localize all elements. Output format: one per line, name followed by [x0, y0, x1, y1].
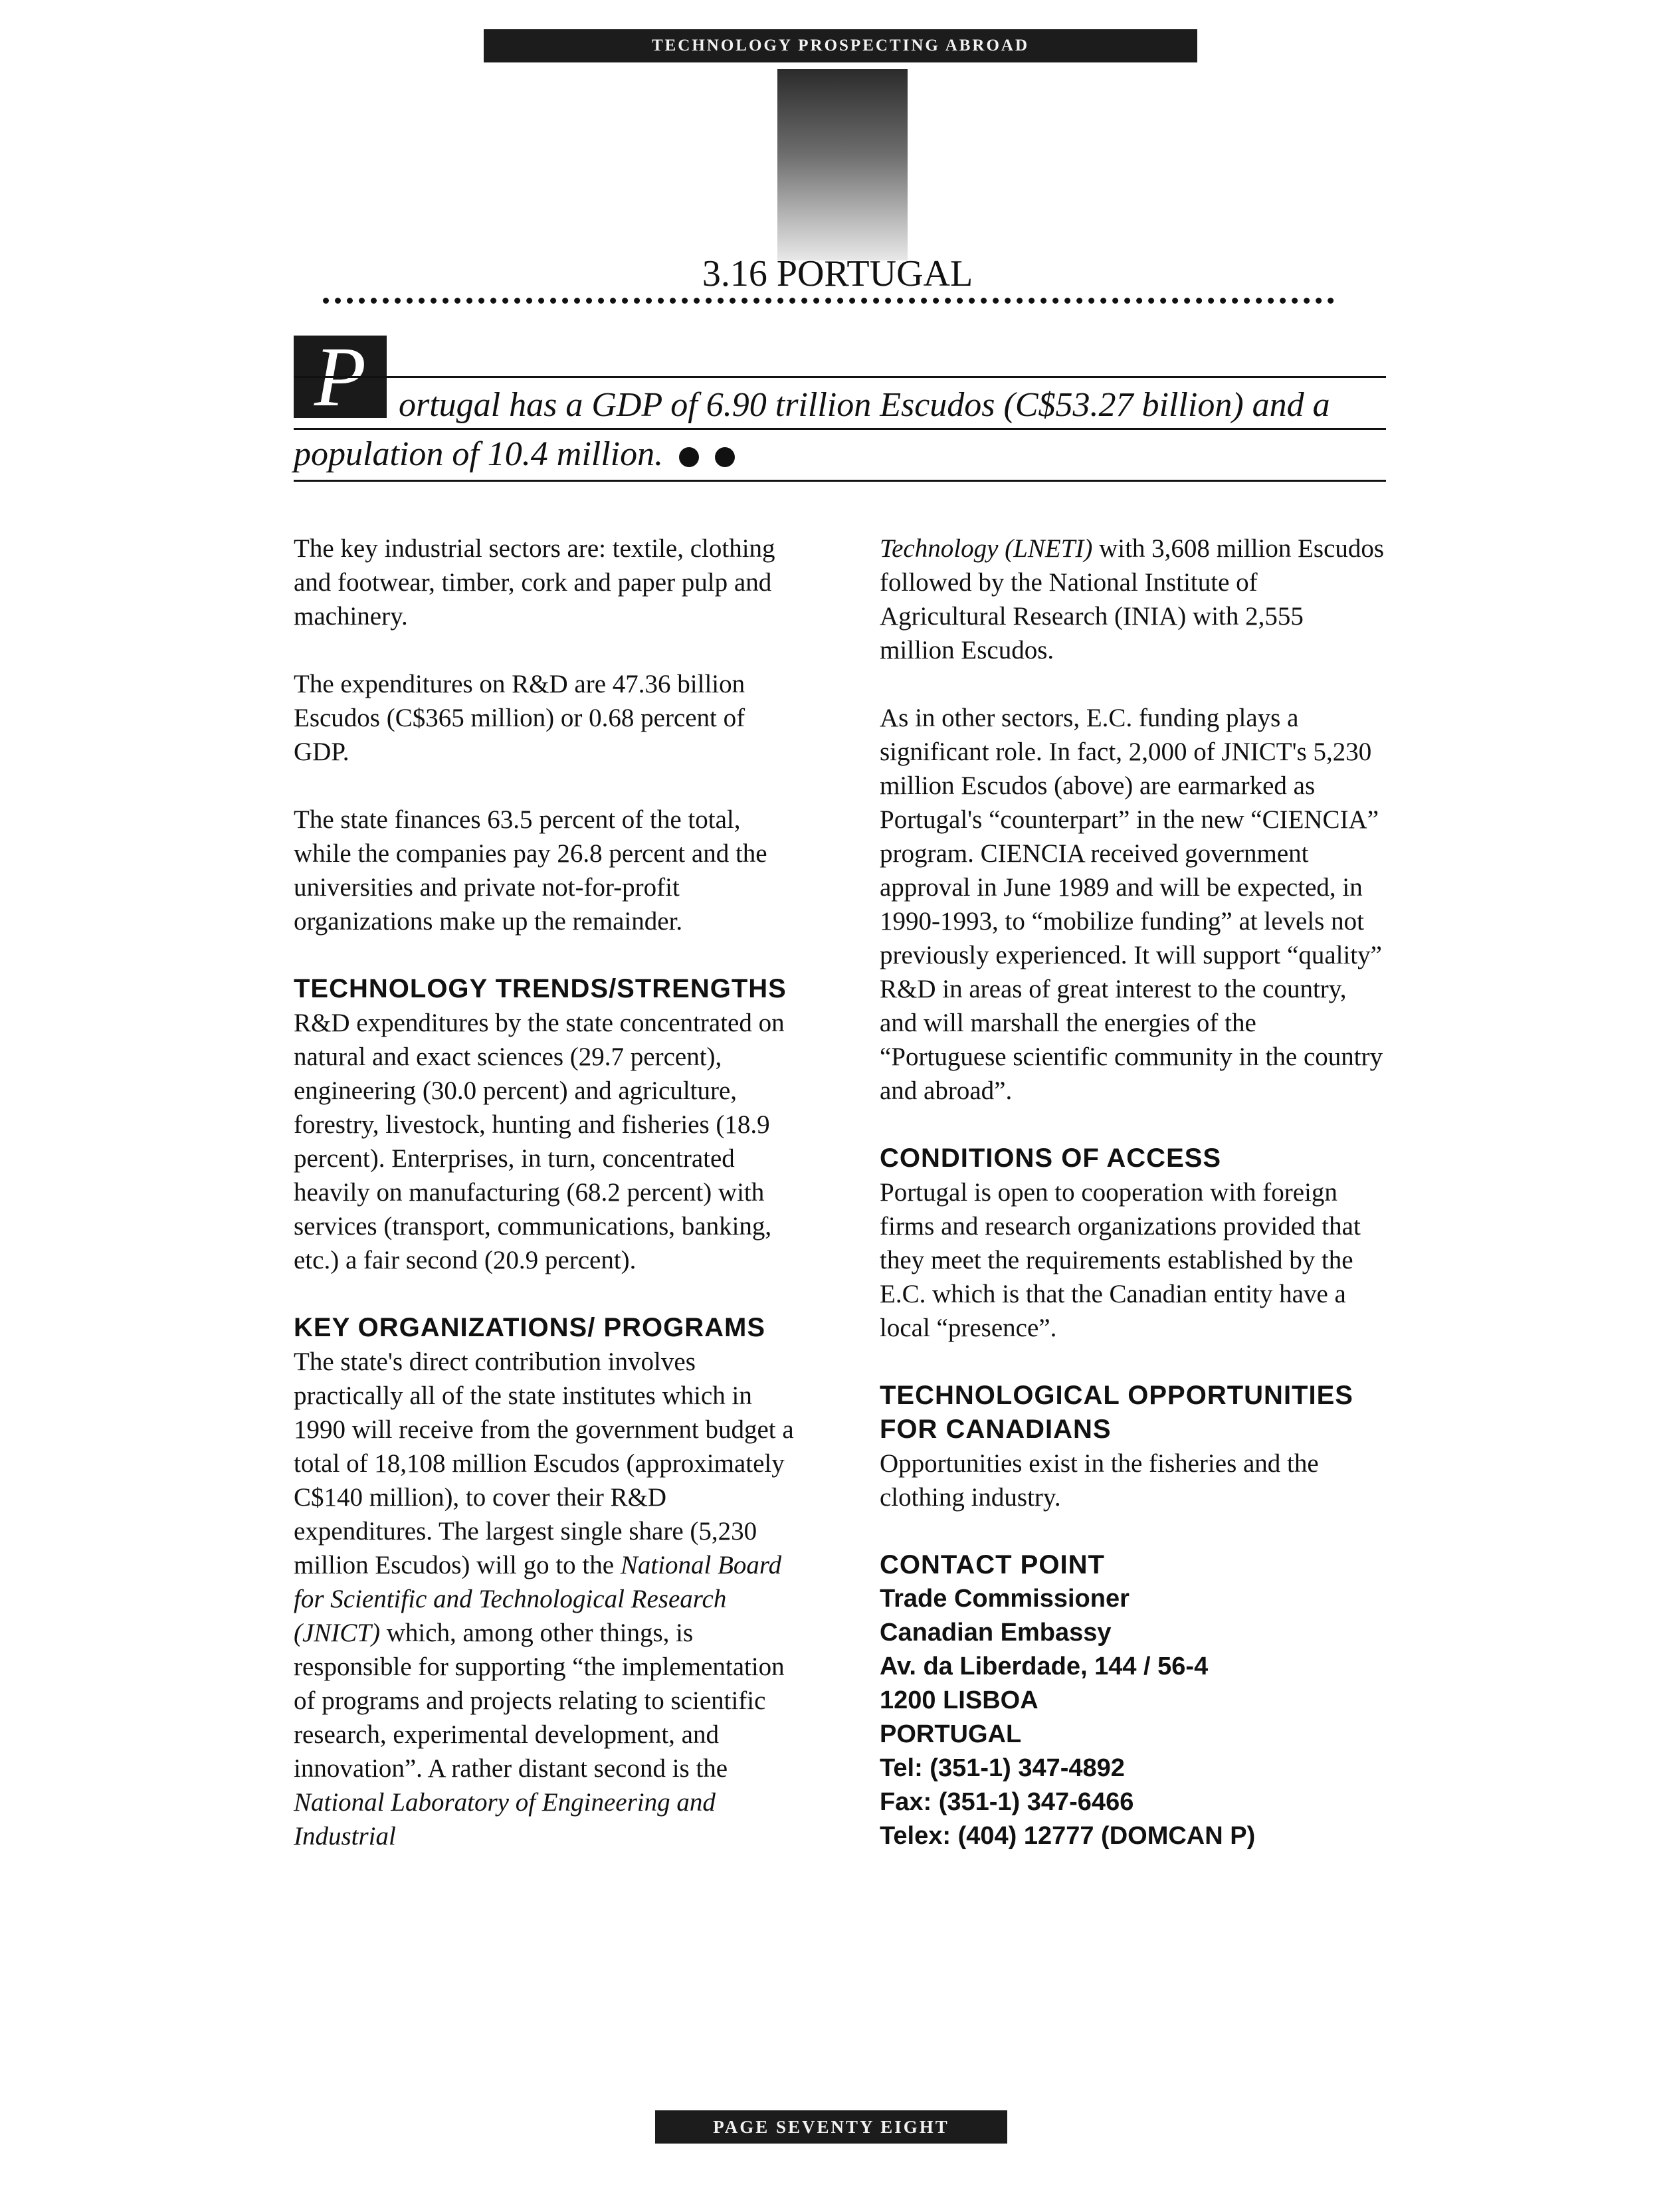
heading-key-organizations: KEY ORGANIZATIONS/ PROGRAMS	[294, 1313, 766, 1342]
contact-line: Trade Commissioner	[880, 1585, 1130, 1613]
contact-line: Telex: (404) 12777 (DOMCAN P)	[880, 1822, 1256, 1850]
dotted-divider	[323, 298, 1334, 304]
page-number-text: PAGE SEVENTY EIGHT	[713, 2116, 949, 2137]
right-column	[880, 532, 1385, 1853]
section-title: 3.16 PORTUGAL	[702, 253, 973, 294]
paragraph-state-finances: The state finances 63.5 percent of the total, while the companies pay 26.8 percent and the universities and private not-for-profit organizations make up the remainder.	[294, 805, 767, 936]
header-banner-text: TECHNOLOGY PROSPECTING ABROAD	[651, 37, 1030, 54]
contact-line: Av. da Liberdade, 144 / 56-4	[880, 1653, 1209, 1680]
contact-block	[880, 1582, 1385, 1853]
paragraph-technological-opportunities: Opportunities exist in the fisheries and the clothing industry.	[880, 1449, 1319, 1512]
paragraph-lneti-continuation	[880, 532, 1385, 667]
paragraph-technology-trends: R&D expenditures by the state concentrated on natural and exact sciences (29.7 percent), engineering (30.0 percent) and agriculture, forestry, livestock, hunting and fisheries (18.9 percent). Enterprises, in turn, concentrated heavily on manufacturing (68.2 percent) with services (transport, communications, banking, etc.) a fair second (20.9 percent).	[294, 1009, 785, 1274]
contact-line: Tel: (351-1) 347-4892	[880, 1754, 1125, 1782]
contact-line: 1200 LISBOA	[880, 1686, 1038, 1714]
header-banner	[484, 29, 1197, 62]
contact-line: Canadian Embassy	[880, 1619, 1112, 1647]
intro-line-2	[294, 435, 735, 474]
heading-technological-opportunities: TECHNOLOGICAL OPPORTUNITIES FOR CANADIANS	[880, 1381, 1353, 1444]
decorative-gradient-block	[777, 69, 908, 260]
lneti-name-start: National Laboratory of Engineering and Industrial	[294, 1788, 716, 1851]
paragraph-key-organizations	[294, 1345, 799, 1853]
footer-banner	[655, 2110, 1007, 2144]
paragraph-industrial-sectors: The key industrial sectors are: textile, clothing and footwear, timber, cork and paper pulp and machinery.	[294, 534, 775, 631]
jnict-name: National Board for Scientific and Technological Research (JNICT)	[294, 1551, 782, 1647]
lneti-name-end: Technology (LNETI)	[880, 534, 1093, 563]
heading-conditions-of-access: CONDITIONS OF ACCESS	[880, 1144, 1222, 1173]
paragraph-conditions-of-access: Portugal is open to cooperation with foreign firms and research organizations provided that they meet the requirements established by the E.C. which is that the Canadian entity have a local “presence”.	[880, 1178, 1361, 1342]
intro-line-1: ortugal has a GDP of 6.90 trillion Escudos (C$53.27 billion) and a	[399, 386, 1330, 424]
heading-contact-point: CONTACT POINT	[880, 1550, 1105, 1579]
bullet-icon	[679, 447, 699, 467]
text-run: with 3,608 million Escudos followed by the National Institute of Agricultural Research (INIA) with 2,555 million Escudos.	[880, 534, 1385, 664]
paragraph-rd-expenditures: The expenditures on R&D are 47.36 billion Escudos (C$365 million) or 0.68 percent of GDP.	[294, 670, 745, 766]
drop-cap: P	[294, 336, 387, 418]
intro-rule-top	[294, 376, 1386, 378]
contact-line: PORTUGAL	[880, 1720, 1022, 1748]
heading-technology-trends: TECHNOLOGY TRENDS/STRENGTHS	[294, 974, 787, 1003]
intro-rule-middle	[294, 428, 1386, 430]
bullet-icon	[715, 447, 735, 467]
text-run: which, among other things, is responsible for supporting “the implementation of programs and projects relating to scientific research, experimental development, and innovation”. A rather distant second is the	[294, 1619, 785, 1783]
paragraph-ec-funding: As in other sectors, E.C. funding plays a significant role. In fact, 2,000 of JNICT's 5,230 million Escudos (above) are earmarked as Portugal's “counterpart” in the new “CIENCIA” program. CIENCIA received government approval in June 1989 and will be expected, in 1990-1993, to “mobilize funding” at levels not previously experienced. It will support “quality” R&D in areas of great interest to the country, and will marshall the energies of the “Portuguese scientific community in the country and abroad”.	[880, 704, 1383, 1105]
text-run: The state's direct contribution involves practically all of the state institutes which in 1990 will receive from the government budget a total of 18,108 million Escudos (approximately C$140 million), to cover their R&D expenditures. The largest single share (5,230 million Escudos) will go to the	[294, 1348, 794, 1579]
intro-rule-bottom	[294, 480, 1386, 482]
intro-line-2-text: population of 10.4 million.	[294, 435, 664, 473]
left-column	[294, 532, 799, 1887]
contact-line: Fax: (351-1) 347-6466	[880, 1788, 1134, 1816]
